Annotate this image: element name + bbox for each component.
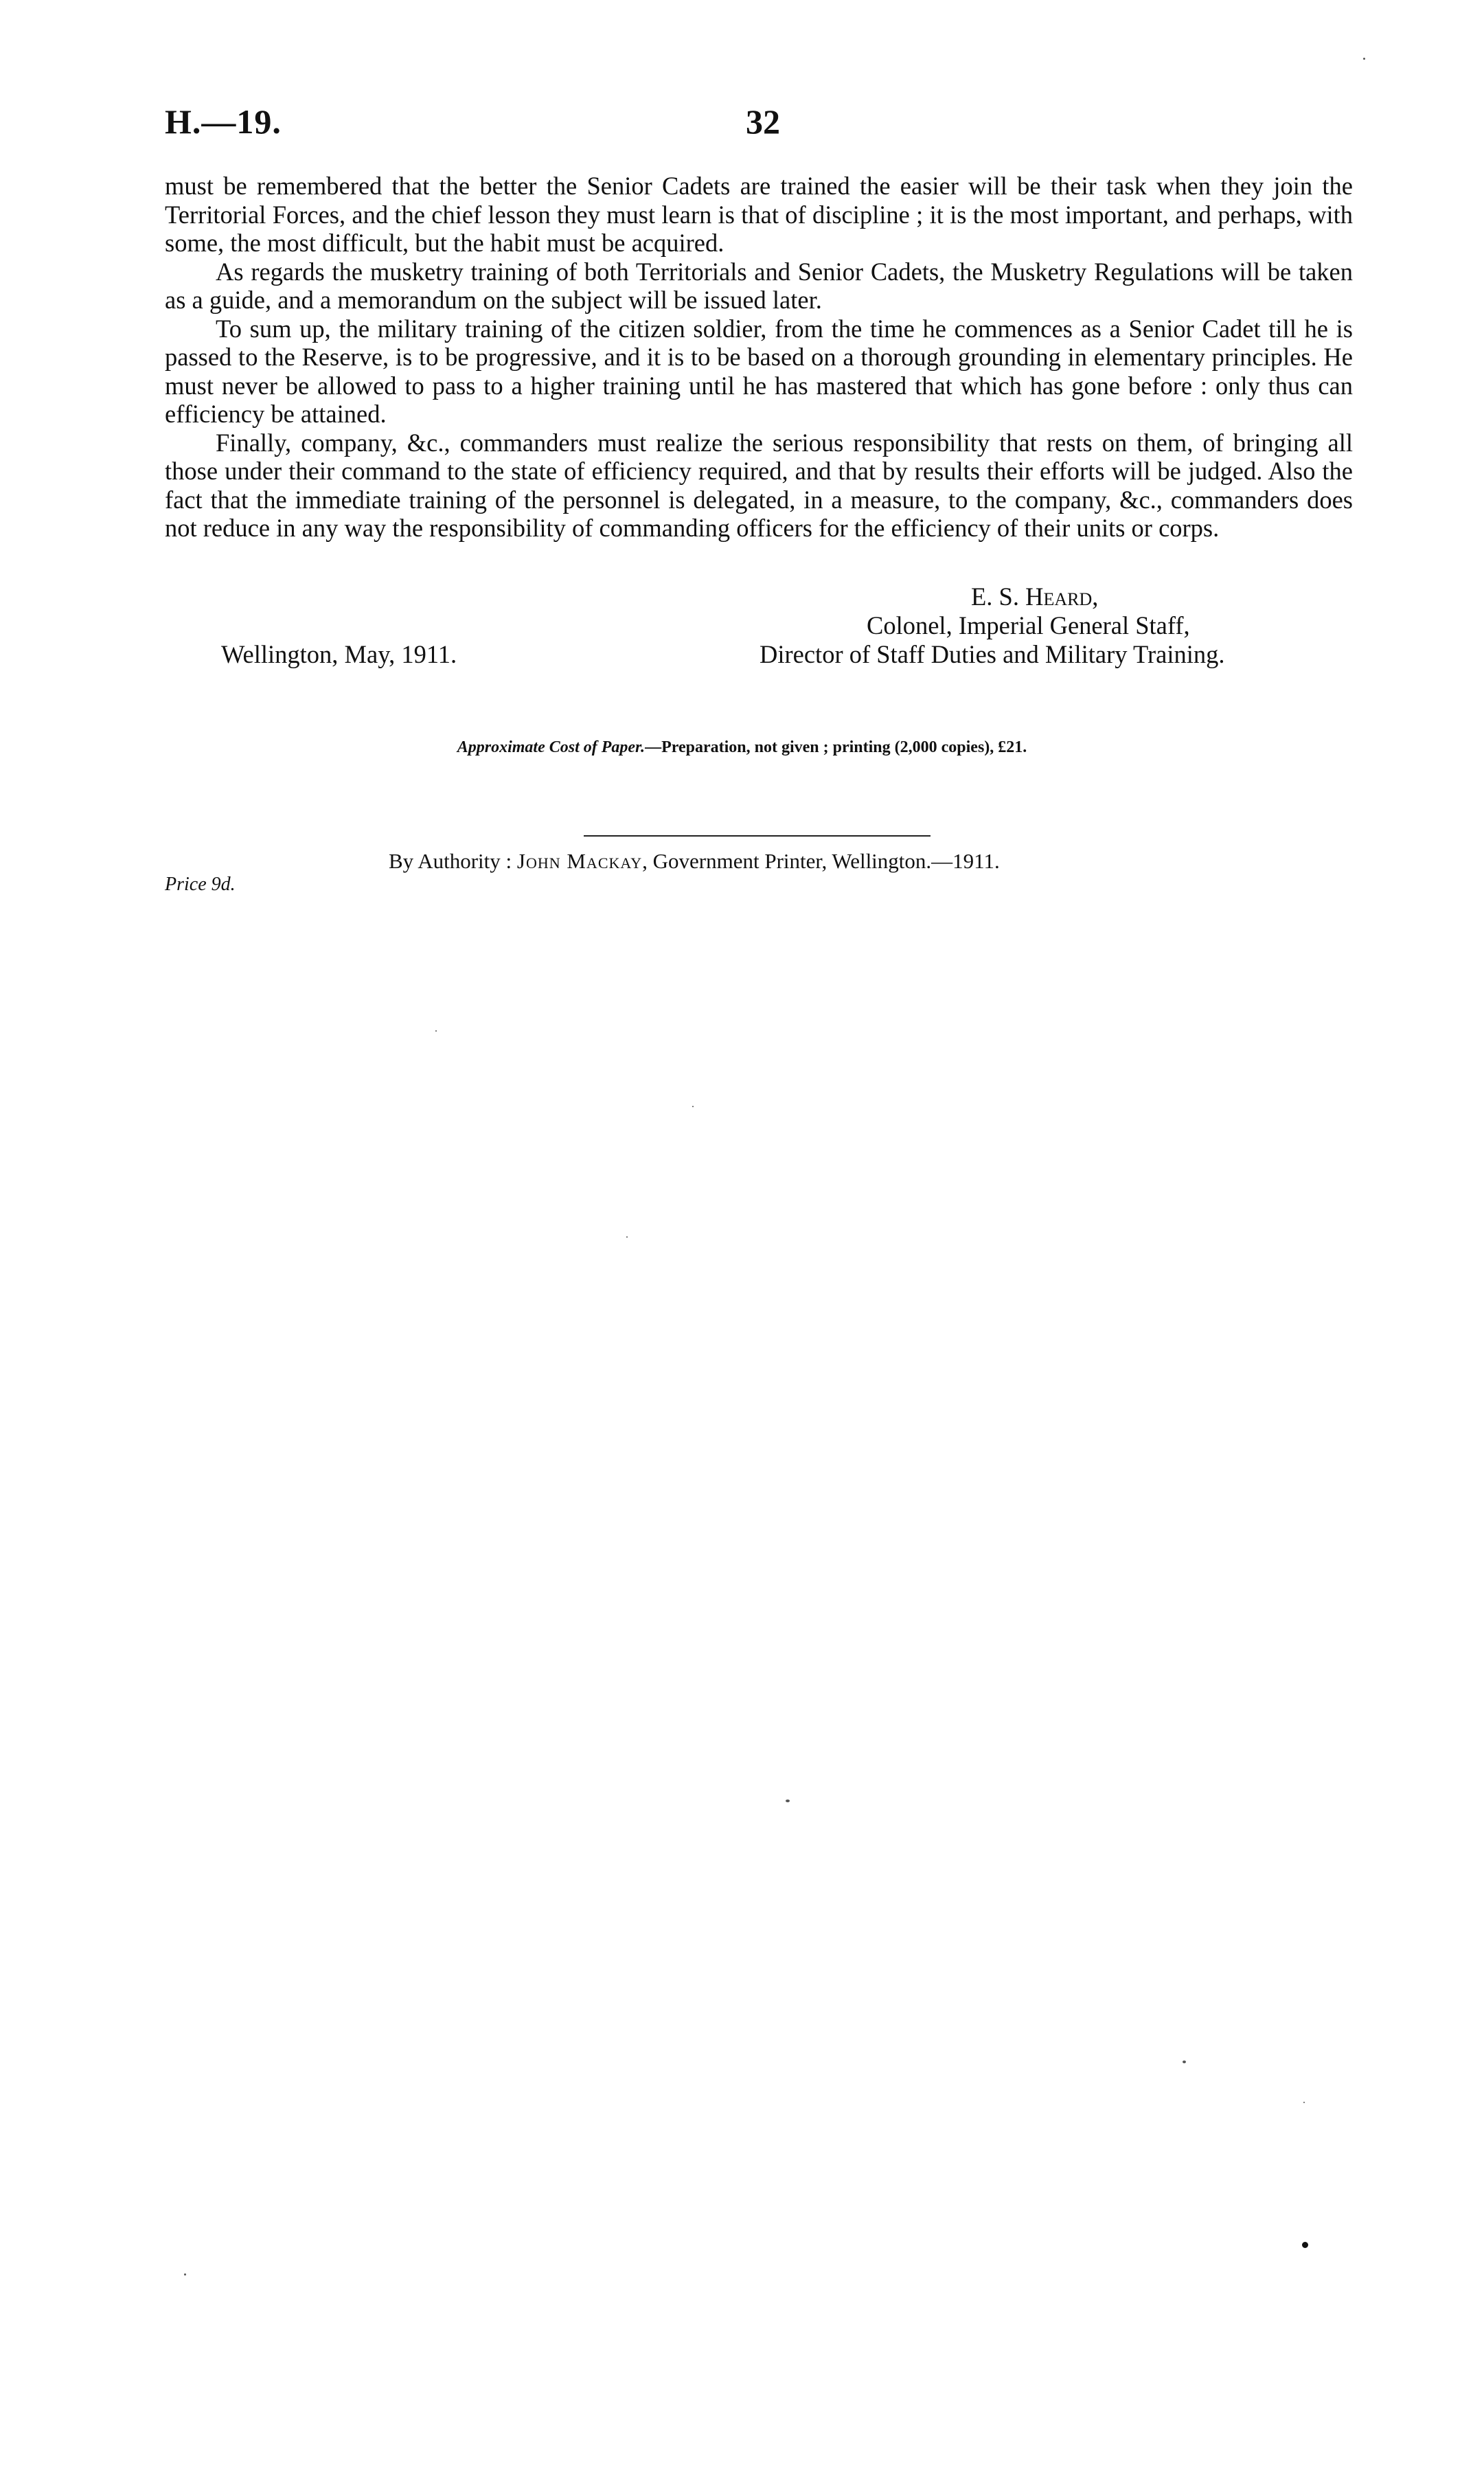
cost-note-text: —Preparation, not given ; printing (2,000 copies), £21. [645,738,1027,756]
paragraph: must be remembered that the better the Senior Cadets are trained the easier will be their task when they join the Territorial Forces, and the chief lesson they must learn is that of discipline ; it is the most important, and perhaps, with some, the most difficult, but the habit must be acquired. [165,172,1353,257]
paragraph: Finally, company, &c., commanders must realize the serious responsibility that rests on them, of bringing all those under their command to the state of efficiency required, and that by results their efforts will be judged. Also the fact that the immediate training of the personnel is delegated, in a measure, to the company, &c., commanders does not reduce in any way the responsibility of commanding officers for the efficiency of their units or corps. [165,428,1353,542]
scan-speck [626,1236,628,1238]
scan-speck [435,1030,437,1032]
imprint-suffix: , Government Printer, Wellington.—1911. [642,849,1000,873]
scan-speck [184,2273,186,2276]
printer-imprint [389,849,1000,874]
imprint-printer: John Mackay [516,849,643,873]
divider-rule [584,835,931,837]
page-number: 32 [746,102,780,141]
cost-of-paper-note [0,738,1484,757]
signatory-name [971,582,1098,611]
signatory-name-prefix: E. S. H [971,582,1044,611]
cost-note-label: Approximate Cost of Paper. [457,738,646,756]
scan-speck [1183,2061,1186,2063]
signatory-name-suffix: , [1092,582,1099,611]
signatory-title: Director of Staff Duties and Military Training. [760,640,1225,668]
scan-speck [786,1800,790,1802]
price-label: Price 9d. [165,874,236,895]
scan-speck [1363,58,1365,60]
paragraph: As regards the musketry training of both Territorials and Senior Cadets, the Musketry Regulations will be taken as a guide, and a memorandum on the subject will be issued later. [165,257,1353,314]
imprint-prefix: By Authority : [389,849,517,873]
body-text [165,172,1353,543]
signatory-name-rest: eard [1043,582,1093,611]
scan-speck [692,1106,694,1107]
place-and-date: Wellington, May, 1911. [221,640,457,668]
signatory-rank: Colonel, Imperial General Staff, [867,611,1190,639]
document-reference: H.—19. [165,102,282,141]
scan-speck [1303,2102,1305,2103]
paragraph: To sum up, the military training of the citizen soldier, from the time he commences as a Senior Cadet till he is passed to the Reserve, is to be progressive, and it is to be based on a thorough grounding in elementary principles. He must never be allowed to pass to a higher training until he has mastered that which has gone before : only thus can efficiency be attained. [165,314,1353,428]
scan-speck [1302,2242,1308,2248]
